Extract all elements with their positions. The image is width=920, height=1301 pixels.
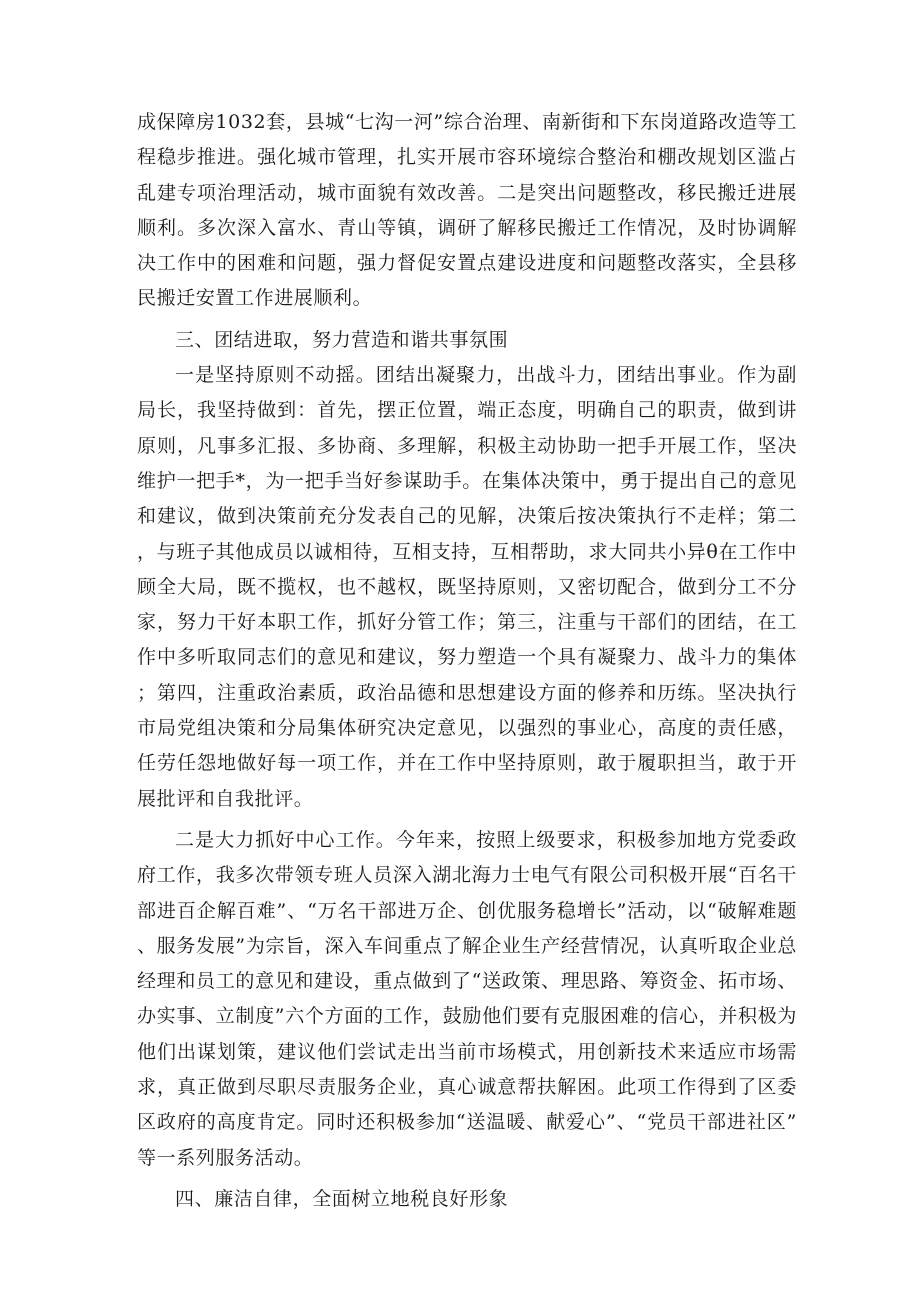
paragraph-continuation: 成保障房1032套，县城“七沟一河”综合治理、南新街和下东岗道路改造等工程稳步推进。强化城市管理，扎实开展市容环境综合整治和棚改规划区滥占乱建专项治理活动，城市面貌有效改善。二是突出问题整改，移民搬迁进展顺利。多次深入富水、青山等镇，调研了解移民搬迁工作情况，及时协调解决工作中的困难和问题，强力督促安置点建设进度和问题整改落实，全县移民搬迁安置工作进展顺利。: [137, 111, 797, 310]
paragraph-principle: 一是坚持原则不动摇。团结出凝聚力，出战斗力，团结出事业。作为副局长，我坚持做到：首先，摆正位置，端正态度，明确自己的职责，做到讲原则，凡事多汇报、多协商、多理解，积极主动协助一把手开展工作，坚决维护一把手*，为一把手当好参谋助手。在集体决策中，勇于提出自己的意见和建议，做到决策前充分发表自己的见解，决策后按决策执行不走样；第二，与班子其他成员以诚相待，互相支持，互相帮助，求大同共小异θ在工作中顾全大局，既不揽权，也不越权，既坚持原则，又密切配合，做到分工不分家，努力干好本职工作，抓好分管工作；第三，注重与干部们的团结，在工作中多听取同志们的意见和建议，努力塑造一个具有凝聚力、战斗力的集体；第四，注重政治素质，政治品德和思想建设方面的修养和历练。坚决执行市局党组决策和分局集体研究决定意见，以强烈的事业心，高度的责任感，任劳任怨地做好每一项工作，并在工作中坚持原则，敢于履职担当，敢于开展批评和自我批评。: [137, 364, 797, 810]
section-heading-4: 四、廉洁自律，全面树立地税良好形象: [175, 1187, 509, 1210]
paragraph-central-work: 二是大力抓好中心工作。今年来，按照上级要求，积极参加地方党委政府工作，我多次带领专班人员深入湖北海力士电气有限公司积极开展“百名干部进百企解百难”、“万名干部进万企、创优服务稳增长”活动，以“破解难题、服务发展”为宗旨，深入车间重点了解企业生产经营情况，认真听取企业总经理和员工的意见和建设，重点做到了“送政策、理思路、筹资金、拓市场、办实事、立制度”六个方面的工作，鼓励他们要有克服困难的信心，并积极为他们出谋划策，建议他们尝试走出当前市场模式，用创新技术来适应市场需求，真正做到尽职尽责服务企业，真心诚意帮扶解困。此项工作得到了区委区政府的高度肯定。同时还积极参加“送温暖、献爱心”、“党员干部进社区”等一系列服务活动。: [137, 828, 797, 1169]
document-body: [137, 105, 797, 1217]
section-heading-3: 三、团结进取，努力营造和谐共事氛围: [175, 328, 509, 351]
